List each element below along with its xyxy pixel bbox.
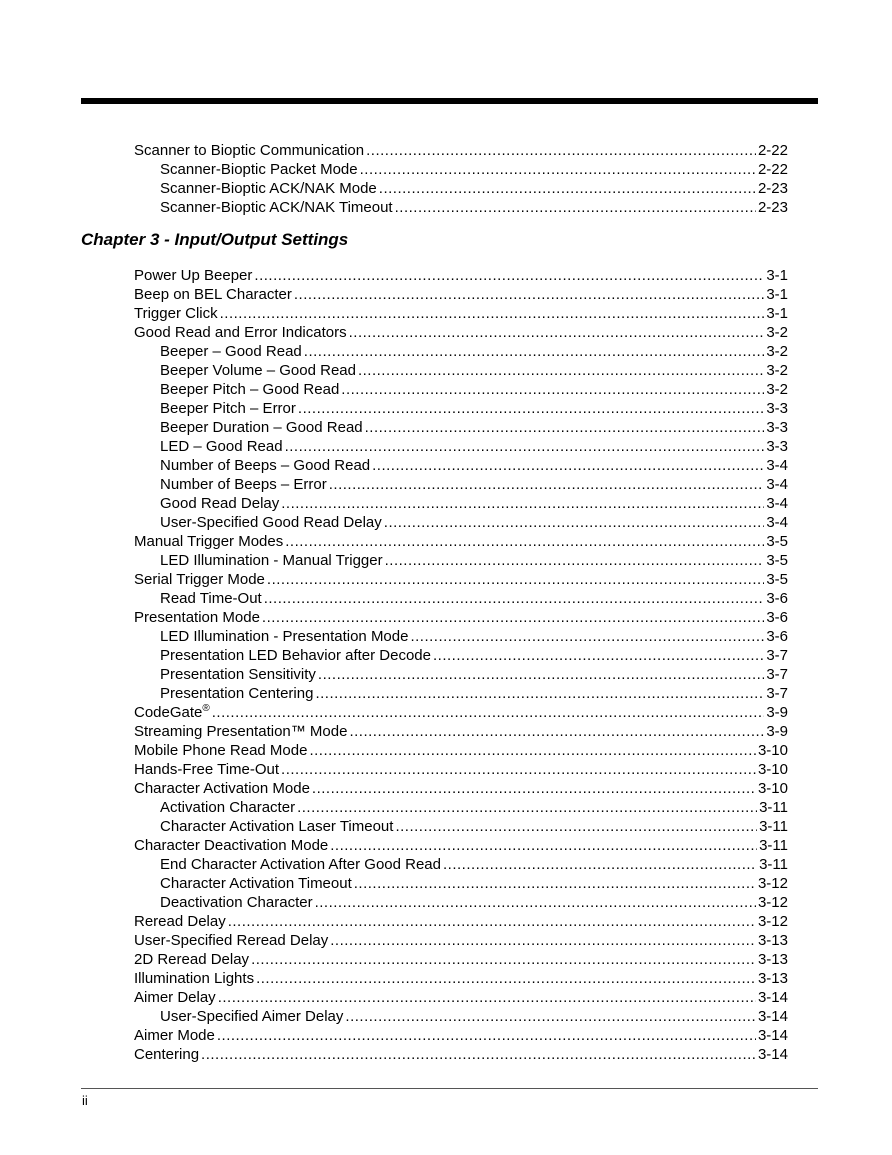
toc-dot-leader <box>315 893 756 912</box>
toc-dot-leader <box>349 722 764 741</box>
toc-entry[interactable] <box>134 494 788 513</box>
toc-entry[interactable] <box>134 855 788 874</box>
toc-entry-page: 3-5 <box>766 533 788 550</box>
toc-entry-page: 3-7 <box>766 666 788 683</box>
toc-entry-page: 3-11 <box>759 818 788 835</box>
toc-dot-leader <box>345 1007 756 1026</box>
toc-entry-page: 3-12 <box>757 875 788 892</box>
toc-entry[interactable] <box>134 912 788 931</box>
toc-entry-title: Power Up Beeper <box>134 267 253 284</box>
toc-dot-leader <box>254 266 764 285</box>
toc-dot-leader <box>267 570 764 589</box>
chapter-heading: Chapter 3 - Input/Output Settings <box>81 230 349 249</box>
toc-dot-leader <box>281 760 756 779</box>
toc-entry[interactable] <box>134 684 788 703</box>
toc-dot-leader <box>309 741 756 760</box>
toc-dot-leader <box>285 437 765 456</box>
toc-entry-page: 3-4 <box>766 495 788 512</box>
toc-dot-leader <box>341 380 764 399</box>
toc-entry-page: 3-6 <box>766 590 788 607</box>
toc-entry[interactable] <box>134 304 788 323</box>
toc-entry[interactable] <box>134 779 788 798</box>
toc-dot-leader <box>218 988 756 1007</box>
toc-dot-leader <box>433 646 764 665</box>
toc-entry[interactable] <box>134 1026 788 1045</box>
toc-entry[interactable] <box>134 931 788 950</box>
toc-dot-leader <box>330 931 756 950</box>
toc-entry[interactable] <box>134 1007 788 1026</box>
toc-entry-title: Beeper Duration – Good Read <box>160 419 363 436</box>
toc-entry-page: 3-5 <box>766 571 788 588</box>
toc-entry-title: Good Read and Error Indicators <box>134 324 347 341</box>
toc-dot-leader <box>281 494 764 513</box>
toc-entry[interactable] <box>134 456 788 475</box>
toc-entry-title: Presentation Mode <box>134 609 260 626</box>
toc-entry-title: Presentation Centering <box>160 685 314 702</box>
toc-entry[interactable] <box>134 665 788 684</box>
toc-entry-title: End Character Activation After Good Read <box>160 856 441 873</box>
toc-entry-title: Manual Trigger Modes <box>134 533 284 550</box>
toc-entry-page: 3-13 <box>757 951 788 968</box>
toc-entry[interactable] <box>134 475 788 494</box>
toc-entry-title: Character Activation Mode <box>134 780 310 797</box>
toc-dot-leader <box>410 627 764 646</box>
toc-dot-leader <box>354 874 756 893</box>
toc-entry-page: 3-4 <box>766 514 788 531</box>
toc-dot-leader <box>318 665 764 684</box>
toc-entry-title: Reread Delay <box>134 913 226 930</box>
toc-entry[interactable] <box>134 198 788 217</box>
toc-entry-title: Aimer Delay <box>134 989 216 1006</box>
toc-entry-title: LED – Good Read <box>160 438 283 455</box>
toc-entry[interactable] <box>134 513 788 532</box>
toc-entry-title: User-Specified Good Read Delay <box>160 514 382 531</box>
toc-entry[interactable] <box>134 589 788 608</box>
toc-entry-page: 3-6 <box>766 628 788 645</box>
toc-entry-page: 3-4 <box>766 457 788 474</box>
toc-dot-leader <box>262 608 764 627</box>
toc-entry-title: Scanner-Bioptic Packet Mode <box>160 161 358 178</box>
toc-dot-leader <box>365 418 765 437</box>
toc-entry-page: 3-11 <box>759 856 788 873</box>
toc-dot-leader <box>372 456 764 475</box>
toc-entry-title: Illumination Lights <box>134 970 255 987</box>
toc-dot-leader <box>315 684 764 703</box>
toc-entry-title: Deactivation Character <box>160 894 313 911</box>
toc-entry-title: Number of Beeps – Error <box>160 476 327 493</box>
toc-entry-page: 3-11 <box>759 799 788 816</box>
toc-entry-page: 3-7 <box>766 647 788 664</box>
toc-entry-title: LED Illumination - Presentation Mode <box>160 628 409 645</box>
toc-entry-page: 3-10 <box>757 742 788 759</box>
footer-rule <box>81 1088 818 1089</box>
toc-entry-page: 3-14 <box>757 1046 788 1063</box>
toc-entry[interactable] <box>134 646 788 665</box>
toc-entry-title: Serial Trigger Mode <box>134 571 265 588</box>
toc-entry-title: 2D Reread Delay <box>134 951 250 968</box>
registered-mark: ® <box>202 703 210 714</box>
toc-entry-page: 3-9 <box>766 704 788 721</box>
toc-entry[interactable] <box>134 399 788 418</box>
toc-entry-page: 3-3 <box>766 438 788 455</box>
toc-section-chapter2-tail <box>134 141 788 217</box>
toc-entry-title: Character Activation Laser Timeout <box>160 818 394 835</box>
toc-entry-page: 2-22 <box>757 142 788 159</box>
toc-entry[interactable] <box>134 950 788 969</box>
toc-dot-leader <box>228 912 756 931</box>
toc-entry[interactable] <box>134 160 788 179</box>
toc-entry[interactable] <box>134 760 788 779</box>
toc-entry-page: 3-14 <box>757 989 788 1006</box>
toc-dot-leader <box>395 817 757 836</box>
toc-entry-title: Presentation Sensitivity <box>160 666 316 683</box>
toc-entry[interactable] <box>134 570 788 589</box>
toc-entry-title: Presentation LED Behavior after Decode <box>160 647 431 664</box>
toc-entry[interactable] <box>134 703 788 722</box>
toc-entry-title: LED Illumination - Manual Trigger <box>160 552 383 569</box>
toc-entry-page: 3-12 <box>757 913 788 930</box>
toc-dot-leader <box>298 399 764 418</box>
toc-entry[interactable] <box>134 988 788 1007</box>
toc-section-chapter3 <box>134 266 788 1064</box>
toc-entry[interactable] <box>134 798 788 817</box>
toc-dot-leader <box>201 1045 756 1064</box>
toc-dot-leader <box>264 589 765 608</box>
toc-entry-title: Streaming Presentation™ Mode <box>134 723 348 740</box>
toc-dot-leader <box>329 475 765 494</box>
toc-entry[interactable] <box>134 969 788 988</box>
toc-entry[interactable] <box>134 266 788 285</box>
toc-entry[interactable] <box>134 437 788 456</box>
toc-entry[interactable] <box>134 141 788 160</box>
toc-entry-page: 3-7 <box>766 685 788 702</box>
toc-entry[interactable] <box>134 741 788 760</box>
toc-entry-page: 3-13 <box>757 970 788 987</box>
toc-dot-leader <box>212 703 765 722</box>
toc-entry-page: 3-3 <box>766 400 788 417</box>
toc-entry-page: 2-23 <box>757 199 788 216</box>
toc-entry-page: 3-3 <box>766 419 788 436</box>
toc-entry[interactable] <box>134 722 788 741</box>
toc-entry-title: Trigger Click <box>134 305 218 322</box>
toc-dot-leader <box>251 950 756 969</box>
toc-entry[interactable] <box>134 551 788 570</box>
toc-entry-page: 2-23 <box>757 180 788 197</box>
toc-entry[interactable] <box>134 323 788 342</box>
toc-entry-title: Scanner-Bioptic ACK/NAK Timeout <box>160 199 393 216</box>
toc-entry-title: User-Specified Reread Delay <box>134 932 329 949</box>
toc-entry-page: 3-1 <box>766 286 788 303</box>
toc-dot-leader <box>349 323 765 342</box>
toc-entry-title: Good Read Delay <box>160 495 280 512</box>
toc-entry-page: 3-9 <box>766 723 788 740</box>
toc-dot-leader <box>358 361 764 380</box>
toc-entry-title: Hands-Free Time-Out <box>134 761 280 778</box>
toc-dot-leader <box>285 532 764 551</box>
toc-entry[interactable] <box>134 836 788 855</box>
toc-entry[interactable] <box>134 342 788 361</box>
toc-entry-page: 3-2 <box>766 343 788 360</box>
toc-entry[interactable] <box>134 817 788 836</box>
toc-entry-title: Beeper – Good Read <box>160 343 302 360</box>
page-number: ii <box>82 1093 88 1108</box>
toc-entry-title: Activation Character <box>160 799 296 816</box>
toc-entry-page: 3-6 <box>766 609 788 626</box>
toc-dot-leader <box>256 969 756 988</box>
toc-entry[interactable] <box>134 380 788 399</box>
toc-dot-leader <box>379 179 756 198</box>
toc-entry-page: 3-14 <box>757 1027 788 1044</box>
toc-entry-title: Scanner-Bioptic ACK/NAK Mode <box>160 180 377 197</box>
toc-entry[interactable] <box>134 361 788 380</box>
toc-entry-title: User-Specified Aimer Delay <box>160 1008 344 1025</box>
toc-entry-title: Beeper Volume – Good Read <box>160 362 356 379</box>
toc-entry-title: Read Time-Out <box>160 590 262 607</box>
toc-entry-page: 3-2 <box>766 324 788 341</box>
toc-entry[interactable] <box>134 532 788 551</box>
toc-entry[interactable] <box>134 179 788 198</box>
toc-entry-page: 3-10 <box>757 761 788 778</box>
toc-dot-leader <box>217 1026 756 1045</box>
toc-entry-title: CodeGate® <box>134 703 210 721</box>
toc-dot-leader <box>384 513 765 532</box>
toc-entry-title: Aimer Mode <box>134 1027 215 1044</box>
toc-dot-leader <box>366 141 756 160</box>
toc-dot-leader <box>330 836 757 855</box>
toc-entry-page: 3-12 <box>757 894 788 911</box>
toc-dot-leader <box>304 342 765 361</box>
toc-entry-page: 3-10 <box>757 780 788 797</box>
toc-dot-leader <box>220 304 765 323</box>
toc-dot-leader <box>385 551 765 570</box>
toc-dot-leader <box>297 798 757 817</box>
toc-entry-title: Character Activation Timeout <box>160 875 352 892</box>
toc-entry-page: 3-14 <box>757 1008 788 1025</box>
toc-entry[interactable] <box>134 608 788 627</box>
toc-dot-leader <box>443 855 757 874</box>
toc-entry-page: 3-2 <box>766 362 788 379</box>
toc-entry-page: 3-1 <box>766 267 788 284</box>
toc-entry-title: Character Deactivation Mode <box>134 837 329 854</box>
toc-entry-title: Centering <box>134 1046 200 1063</box>
toc-entry[interactable] <box>134 1045 788 1064</box>
toc-entry[interactable] <box>134 418 788 437</box>
toc-entry[interactable] <box>134 893 788 912</box>
toc-entry-title: Beeper Pitch – Error <box>160 400 296 417</box>
toc-dot-leader <box>395 198 756 217</box>
toc-entry-page: 3-1 <box>766 305 788 322</box>
toc-dot-leader <box>312 779 756 798</box>
toc-entry-title: Beeper Pitch – Good Read <box>160 381 340 398</box>
header-rule <box>81 98 818 104</box>
toc-entry[interactable] <box>134 285 788 304</box>
toc-dot-leader <box>360 160 756 179</box>
toc-dot-leader <box>294 285 764 304</box>
toc-entry-page: 3-11 <box>759 837 788 854</box>
toc-entry-page: 3-4 <box>766 476 788 493</box>
toc-entry-title: Mobile Phone Read Mode <box>134 742 308 759</box>
toc-entry-page: 3-5 <box>766 552 788 569</box>
toc-entry-title: Beep on BEL Character <box>134 286 292 303</box>
toc-entry-title: Scanner to Bioptic Communication <box>134 142 365 159</box>
toc-entry-page: 3-13 <box>757 932 788 949</box>
toc-entry-title: Number of Beeps – Good Read <box>160 457 371 474</box>
toc-entry[interactable] <box>134 627 788 646</box>
toc-entry[interactable] <box>134 874 788 893</box>
toc-entry-page: 3-2 <box>766 381 788 398</box>
toc-entry-page: 2-22 <box>757 161 788 178</box>
